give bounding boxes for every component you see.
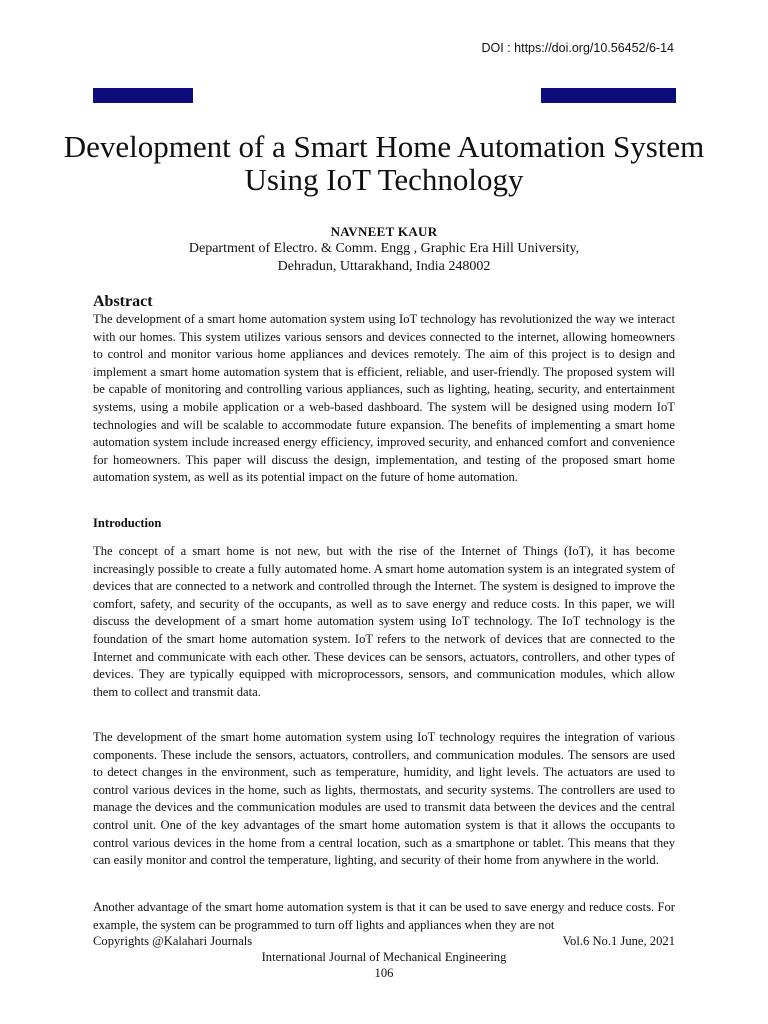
footer-copyright: Copyrights @Kalahari Journals: [93, 934, 253, 948]
header-bar-right: [541, 88, 676, 103]
paper-title: Development of a Smart Home Automation System Using IoT Technology: [63, 129, 705, 197]
introduction-paragraph-3: Another advantage of the smart home automation system is that it can be used to save energy and reduce costs. For example, the system can be programmed to turn off lights and appliances when they are not: [93, 900, 675, 932]
header-bar-left: [93, 88, 193, 103]
introduction-heading: Introduction: [93, 516, 162, 530]
affiliation-line-1: Department of Electro. & Comm. Engg , Graphic Era Hill University,: [188, 241, 580, 256]
abstract-text: The development of a smart home automation system using IoT technology has revolutionized the way we interact with our homes. This system utilizes various sensors and devices connected to the internet, allowing homeowners to control and monitor various home appliances and devices remotely. The aim of this project is to design and implement a smart home automation system that is efficient, reliable, and user-friendly. The proposed system will be capable of monitoring and controlling various appliances, such as lighting, heating, security, and entertainment systems, using a mobile application or a web-based dashboard. The system will be designed using modern IoT technologies and will be scalable to accommodate future expansion. The benefits of implementing a smart home automation system include increased energy efficiency, improved security, and enhanced comfort and convenience for homeowners. This paper will discuss the design, implementation, and testing of the proposed smart home automation system, as well as its potential impact on the future of home automation.: [93, 312, 675, 485]
doi-text: DOI : https://doi.org/10.56452/6-14: [481, 41, 674, 55]
abstract-heading: Abstract: [93, 293, 153, 310]
affiliation-line-2: Dehradun, Uttarakhand, India 248002: [277, 259, 491, 274]
author-affiliation: [93, 240, 675, 276]
footer-journal: International Journal of Mechanical Engineering: [261, 950, 507, 964]
introduction-paragraph-1: The concept of a smart home is not new, but with the rise of the Internet of Things (IoT), it has become increasingly possible to create a fully automated home. A smart home automation system is an integrated system of devices that are connected to a network and controlled through the Internet. The system is designed to improve the comfort, safety, and security of the occupants, as well as to save energy and reduce costs. In this paper, we will discuss the development of a smart home automation system using IoT technology. The IoT technology is the foundation of the smart home automation system. IoT refers to the network of devices that are connected to the Internet and communicate with each other. These devices can be sensors, actuators, controllers, and other types of devices. They are typically equipped with microprocessors, sensors, and communication modules, which allow them to collect and transmit data.: [93, 544, 675, 699]
introduction-paragraph-2: The development of the smart home automation system using IoT technology requires the integration of various components. These include the sensors, actuators, controllers, and communication modules. The sensors are used to detect changes in the environment, such as temperature, humidity, and light levels. The actuators are used to control various devices in the home, such as lights, thermostats, and security systems. The controllers are used to manage the devices and the communication modules are used to transmit data between the devices and the central control unit. One of the key advantages of the smart home automation system is that it allows the occupants to control various devices in the home from a central location, such as a smartphone or tablet. This means that they can easily monitor and control the temperature, lighting, and security of their home from anywhere in the world.: [93, 730, 675, 868]
author-name: NAVNEET KAUR: [330, 224, 438, 239]
footer-volume: Vol.6 No.1 June, 2021: [562, 934, 675, 948]
page-number: 106: [374, 966, 394, 980]
